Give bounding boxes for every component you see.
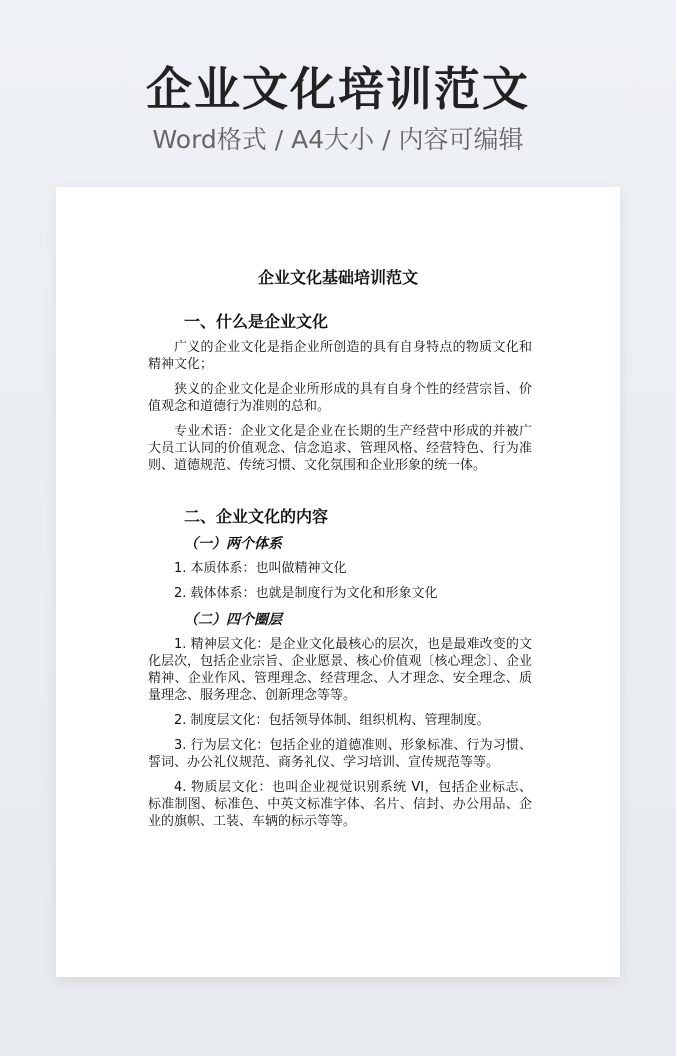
paragraph: 专业术语：企业文化是企业在长期的生产经营中形成的并被广大员工认同的价值观念、信念追求、管理风格、经营特色、行为准则、道德规范、传统习惯、文化氛围和企业形象的统一体。	[148, 424, 532, 473]
subsection-heading-1: （一）两个体系	[184, 536, 282, 552]
document-body	[148, 311, 532, 838]
document-page	[56, 187, 620, 977]
paragraph: 狭义的企业文化是企业所形成的具有自身个性的经营宗旨、价值观念和道德行为准则的总和。	[148, 382, 532, 414]
banner	[0, 58, 676, 158]
list-item: 2. 载体体系：也就是制度行为文化和形象文化	[174, 586, 438, 601]
document-title: 企业文化基础培训范文	[257, 268, 418, 287]
subsection-heading-2: （二）四个圈层	[184, 612, 282, 628]
list-item: 1. 本质体系：也叫做精神文化	[174, 561, 347, 576]
section-heading-2: 二、企业文化的内容	[184, 507, 329, 526]
banner-title: 企业文化培训范文	[146, 62, 530, 116]
paragraph: 广义的企业文化是指企业所创造的具有自身特点的物质文化和精神文化；	[148, 340, 532, 372]
list-item: 3. 行为层文化：包括企业的道德准则、形象标准、行为习惯、誓词、办公礼仪规范、商务礼仪、学习培训、宣传规范等等。	[148, 738, 532, 770]
section-spacer	[148, 482, 532, 506]
section-heading-1: 一、什么是企业文化	[184, 312, 329, 331]
list-item: 1. 精神层文化：是企业文化最核心的层次，也是最难改变的文化层次，包括企业宗旨、企业愿景、核心价值观〔核心理念〕、企业精神、企业作风、管理理念、经营理念、人才理念、安全理念、质量理念、服务理念、创新理念等等。	[148, 637, 532, 703]
list-item: 4. 物质层文化：也叫企业视觉识别系统 VI，包括企业标志、标准制图、标准色、中英文标准字体、名片、信封、办公用品、企业的旗帜、工装、车辆的标示等等。	[148, 780, 532, 829]
banner-subtitle: Word格式 / A4大小 / 内容可编辑	[152, 125, 524, 154]
list-item: 2. 制度层文化：包括领导体制、组织机构、管理制度。	[174, 713, 490, 728]
